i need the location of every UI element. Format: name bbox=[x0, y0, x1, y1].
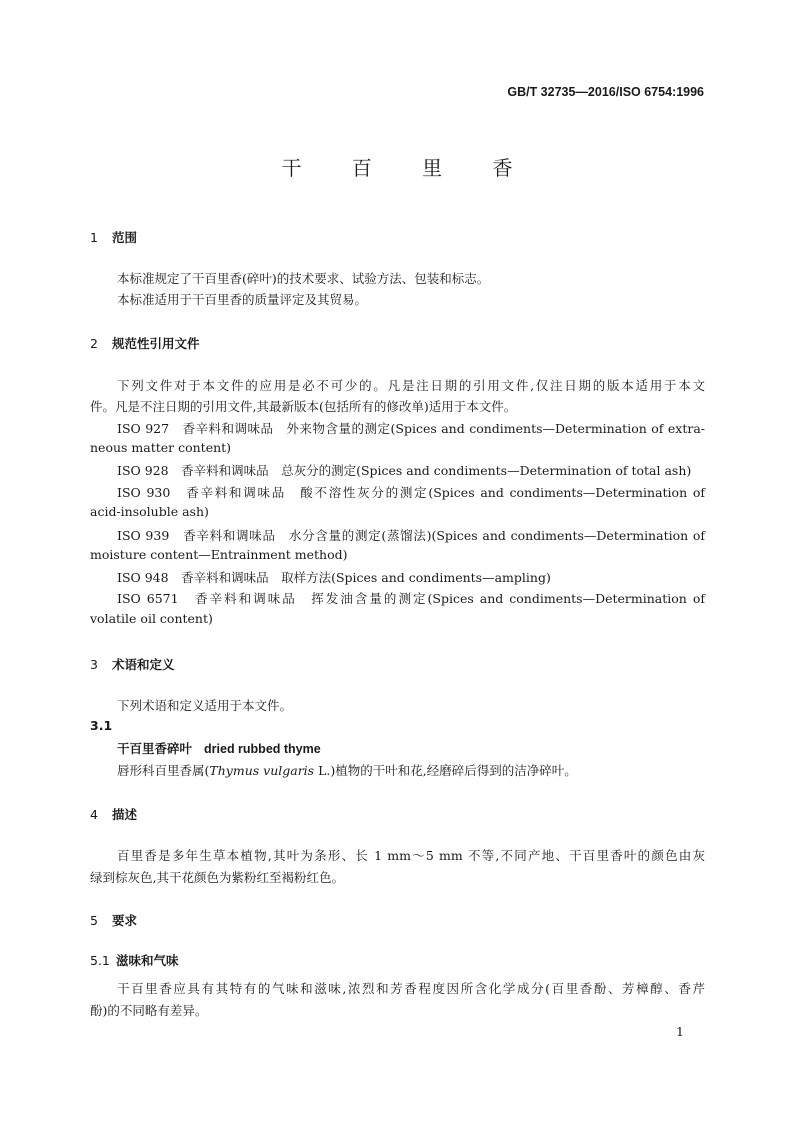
paragraph-line: 百里香是多年生草本植物,其叶为条形、长 1 mm～5 mm 不等,不同产地、干百里香叶的颜色由灰 bbox=[117, 848, 705, 863]
reference-item-cont: volatile oil content) bbox=[90, 611, 213, 626]
reference-item: ISO 948 香辛料和调味品 取样方法(Spices and condiments—ampling) bbox=[117, 570, 551, 585]
section-title: 要求 bbox=[112, 913, 138, 928]
section-number: 4 bbox=[90, 807, 98, 822]
reference-item-cont: neous matter content) bbox=[90, 440, 232, 455]
paragraph-line: 件。凡是不注日期的引用文件,其最新版本(包括所有的修改单)适用于本文件。 bbox=[90, 399, 517, 414]
section-3-heading bbox=[90, 655, 175, 673]
paragraph-line: 绿到棕灰色,其干花颜色为紫粉红至褐粉红色。 bbox=[90, 870, 344, 885]
definition-text: 唇形科百里香属( bbox=[117, 763, 210, 778]
reference-item-cont: acid-insoluble ash) bbox=[90, 504, 209, 519]
page-number: 1 bbox=[676, 1024, 684, 1039]
term-english: dried rubbed thyme bbox=[204, 742, 321, 756]
section-number: 1 bbox=[90, 230, 98, 245]
section-number: 5 bbox=[90, 913, 98, 928]
paragraph: 本标准适用于干百里香的质量评定及其贸易。 bbox=[117, 292, 368, 307]
reference-item: ISO 6571 香辛料和调味品 挥发油含量的测定(Spices and condiments—Determination of bbox=[117, 591, 705, 606]
standard-code: GB/T 32735—2016/ISO 6754:1996 bbox=[507, 85, 704, 99]
section-2-heading bbox=[90, 334, 200, 352]
document-title: 干 百 里 香 bbox=[281, 156, 535, 180]
paragraph-line: 下列文件对于本文件的应用是必不可少的。凡是注日期的引用文件,仅注日期的版本适用于本文 bbox=[117, 378, 705, 393]
subsection-5-1-heading bbox=[90, 951, 179, 969]
paragraph: 下列术语和定义适用于本文件。 bbox=[117, 698, 293, 713]
section-title: 描述 bbox=[112, 807, 138, 822]
paragraph: 本标准规定了干百里香(碎叶)的技术要求、试验方法、包装和标志。 bbox=[117, 271, 490, 286]
term-definition bbox=[117, 761, 705, 779]
paragraph-line: 酚)的不同略有差异。 bbox=[90, 1003, 208, 1018]
reference-item: ISO 927 香辛料和调味品 外来物含量的测定(Spices and condiments—Determination of extra- bbox=[117, 421, 705, 436]
section-number: 2 bbox=[90, 336, 98, 351]
definition-text: L.)植物的干叶和花,经磨碎后得到的洁净碎叶。 bbox=[314, 763, 577, 778]
subsection-number: 5.1 bbox=[90, 953, 110, 968]
subsection-title: 滋味和气味 bbox=[116, 953, 179, 968]
subsection-number: 3.1 bbox=[90, 718, 113, 733]
section-4-heading bbox=[90, 805, 137, 823]
reference-item: ISO 930 香辛料和调味品 酸不溶性灰分的测定(Spices and condiments—Determination of bbox=[117, 485, 705, 500]
reference-item-cont: moisture content—Entrainment method) bbox=[90, 547, 348, 562]
term-chinese: 干百里香碎叶 bbox=[117, 741, 193, 756]
latin-name: Thymus vulgaris bbox=[209, 763, 315, 778]
section-title: 规范性引用文件 bbox=[112, 336, 200, 351]
reference-item: ISO 928 香辛料和调味品 总灰分的测定(Spices and condiments—Determination of total ash) bbox=[117, 463, 692, 478]
section-5-heading bbox=[90, 911, 137, 929]
section-title: 范围 bbox=[112, 230, 138, 245]
paragraph-line: 干百里香应具有其特有的气味和滋味,浓烈和芳香程度因所含化学成分(百里香酚、芳樟醇、香芹 bbox=[117, 981, 705, 996]
section-number: 3 bbox=[90, 657, 98, 672]
reference-item: ISO 939 香辛料和调味品 水分含量的测定(蒸馏法)(Spices and condiments—Determination of bbox=[117, 528, 705, 543]
section-title: 术语和定义 bbox=[112, 657, 175, 672]
term-entry bbox=[117, 739, 705, 757]
section-1-heading bbox=[90, 228, 137, 246]
